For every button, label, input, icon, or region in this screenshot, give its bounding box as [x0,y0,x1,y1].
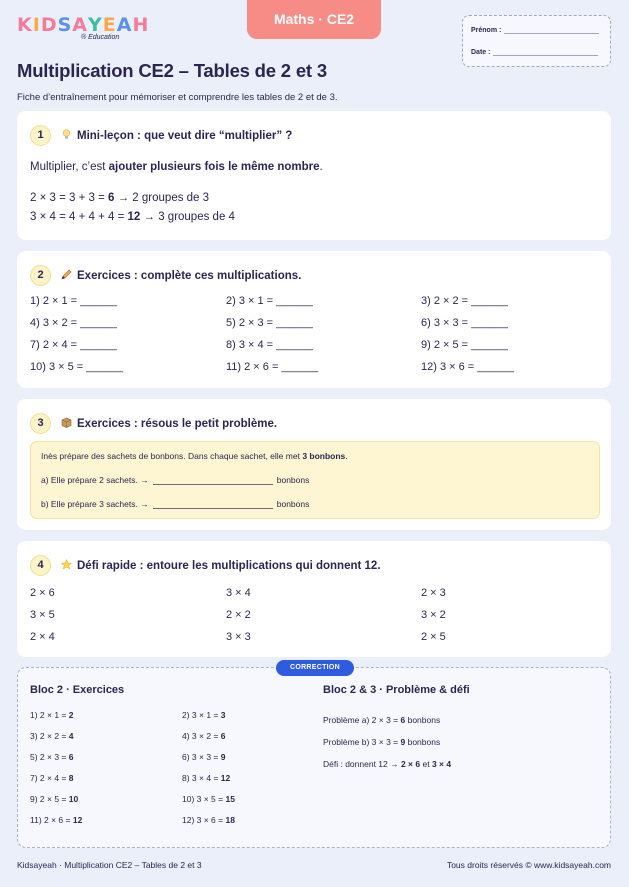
correction-answer: 2 [68,710,74,720]
correction-question: 8) 3 × 4 = [182,773,221,783]
date-line [493,48,598,56]
correction-text: Problème b) 3 × 3 = [323,737,401,747]
logo-letter: A [72,14,88,36]
intro-bold: ajouter plusieurs fois le même nombre [108,161,320,173]
prenom-field[interactable] [471,26,599,34]
brand-logo [17,14,149,41]
exercise-item[interactable]: 1) 2 × 1 = ______ [30,295,117,307]
logo-word [17,14,149,36]
pencil-icon [59,269,73,283]
correction-answer: 3 × 4 [431,759,452,769]
page-subtitle: Fiche d’entraînement pour mémoriser et comprendre les tables de 2 et de 3. [17,92,338,103]
correction-problem-a [323,715,440,725]
lightbulb-icon [59,129,73,143]
problem-bold: 3 bonbons [302,451,346,461]
exercise-item[interactable]: 7) 2 × 4 = ______ [30,339,117,351]
question-unit: bonbons [276,475,310,485]
problem-text: Inès prépare des sachets de bonbons. Dans chaque sachet, elle met [41,451,303,461]
example-result: 6 [108,192,115,204]
correction-answer: 10 [68,794,79,804]
correction-question: 10) 3 × 5 = [182,794,226,804]
exercise-item[interactable]: 8) 3 × 4 = ______ [226,339,313,351]
exercise-item[interactable]: 9) 2 × 5 = ______ [421,339,508,351]
correction-item [182,752,225,762]
problem-question-b [41,499,309,509]
problem-header [30,413,277,434]
correction-question: 6) 3 × 3 = [182,752,221,762]
intro-text: Multiplier, c’est [30,161,109,173]
answer-blank[interactable] [153,501,273,509]
exercise-item[interactable]: 12) 3 × 6 = ______ [421,361,514,373]
lesson-example [30,192,209,204]
defi-card [17,541,611,657]
logo-letter: Y [88,14,103,36]
exercise-item[interactable]: 4) 3 × 2 = ______ [30,317,117,329]
defi-item[interactable]: 3 × 3 [226,631,251,643]
logo-letter: A [116,14,133,36]
correction-item [30,773,73,783]
star-icon [59,559,73,573]
correction-item [30,815,82,825]
correction-question: 2) 3 × 1 = [182,710,221,720]
correction-text: Défi : donnent 12 → [323,759,401,769]
section-heading: Défi rapide : entoure les multiplications qui donnent 12. [77,559,381,572]
correction-question: 4) 3 × 2 = [182,731,221,741]
date-label: Date : [471,49,491,56]
correction-unit: bonbons [405,715,441,725]
problem-end: . [345,451,348,461]
defi-item[interactable]: 2 × 5 [421,631,446,643]
name-date-box [462,15,611,67]
subject-tab: Maths · CE2 [247,0,381,39]
example-note: → 3 groupes de 4 [140,211,235,223]
correction-answer: 6 [220,731,226,741]
example-note: → 2 groupes de 3 [114,192,210,204]
logo-letter: D [40,14,58,36]
correction-right-title: Bloc 2 & 3 · Problème & défi [323,684,470,696]
correction-answer: 3 [220,710,226,720]
lesson-example [30,211,235,223]
exercise-item[interactable]: 2) 3 × 1 = ______ [226,295,313,307]
question-label: b) Elle prépare 3 sachets. → [41,499,149,509]
defi-item[interactable]: 2 × 3 [421,587,446,599]
correction-question: 9) 2 × 5 = [30,794,69,804]
correction-answer: 8 [68,773,74,783]
correction-unit: bonbons [405,737,441,747]
correction-answer: 9 [220,752,226,762]
logo-letter: K [17,14,33,36]
correction-text: Problème a) 2 × 3 = [323,715,401,725]
defi-item[interactable]: 2 × 4 [30,631,55,643]
prenom-line [504,26,599,34]
section-number: 2 [30,265,51,286]
example-text: 3 × 4 = 4 + 4 + 4 = [30,211,128,223]
correction-answer: 15 [225,794,235,804]
correction-item [182,773,230,783]
example-text: 2 × 3 = 3 + 3 = [30,192,109,204]
section-heading: Mini-leçon : que veut dire “multiplier” ? [77,129,293,142]
question-label: a) Elle prépare 2 sachets. → [41,475,149,485]
logo-subtitle: ® Education [81,34,120,41]
correction-item [30,731,73,741]
logo-letter: S [57,14,73,36]
correction-answer: 18 [225,815,235,825]
section-heading: Exercices : complète ces multiplications. [77,269,302,282]
logo-letter: H [132,14,150,36]
correction-item [30,794,78,804]
lesson-card [17,111,611,240]
answer-blank[interactable] [153,477,273,485]
exercise-item[interactable]: 5) 2 × 3 = ______ [226,317,313,329]
correction-item [30,752,73,762]
correction-defi [323,759,451,769]
correction-item [182,815,235,825]
correction-item [182,710,225,720]
correction-question: 1) 2 × 1 = [30,710,69,720]
lesson-header [30,125,292,146]
footer-left: Kidsayeah · Multiplication CE2 – Tables de 2 et 3 [17,860,202,870]
question-unit: bonbons [276,499,310,509]
correction-box [17,664,611,848]
exercise-item[interactable]: 10) 3 × 5 = ______ [30,361,123,373]
section-number: 3 [30,413,51,434]
exercise-item[interactable]: 3) 2 × 2 = ______ [421,295,508,307]
correction-answer: 6 [68,752,74,762]
correction-question: 5) 2 × 3 = [30,752,69,762]
correction-answer: 12 [220,773,231,783]
correction-item [182,731,225,741]
exercise-item[interactable]: 11) 2 × 6 = ______ [226,361,319,373]
correction-question: 7) 2 × 4 = [30,773,69,783]
correction-answer: 4 [68,731,74,741]
correction-question: 12) 3 × 6 = [182,815,226,825]
correction-text: et [420,759,432,769]
correction-badge: CORRECTION [276,660,354,676]
date-field[interactable] [471,48,598,56]
footer-right: Tous droits réservés © www.kidsayeah.com [446,860,611,870]
page-title: Multiplication CE2 – Tables de 2 et 3 [17,60,327,81]
prenom-label: Prénom : [471,27,502,34]
problem-card [17,399,611,530]
problem-box [30,441,600,519]
section-number: 1 [30,125,51,146]
logo-letter: I [32,14,41,36]
section-number: 4 [30,555,51,576]
example-result: 12 [127,211,141,223]
box-icon [59,417,73,431]
exercise-item[interactable]: 6) 3 × 3 = ______ [421,317,508,329]
correction-item [182,794,235,804]
exercises-card [17,251,611,388]
problem-question-a [41,475,309,485]
section-heading: Exercices : résous le petit problème. [77,417,278,430]
defi-item[interactable]: 3 × 4 [226,587,251,599]
exercises-header [30,265,301,286]
lesson-intro [30,161,323,173]
correction-answer: 9 [400,737,406,747]
defi-item[interactable]: 2 × 6 [30,587,55,599]
defi-item[interactable]: 2 × 2 [226,609,251,621]
defi-item[interactable]: 3 × 2 [421,609,446,621]
defi-header [30,555,381,576]
correction-answer: 12 [72,815,83,825]
correction-item [30,710,73,720]
problem-statement [41,451,348,461]
correction-answer: 2 × 6 [400,759,421,769]
logo-letter: E [102,14,117,36]
correction-answer: 6 [400,715,406,725]
correction-left-title: Bloc 2 · Exercices [30,684,125,696]
intro-end: . [319,161,323,173]
correction-question: 11) 2 × 6 = [30,815,73,825]
correction-problem-b [323,737,440,747]
defi-item[interactable]: 3 × 5 [30,609,55,621]
correction-question: 3) 2 × 2 = [30,731,69,741]
